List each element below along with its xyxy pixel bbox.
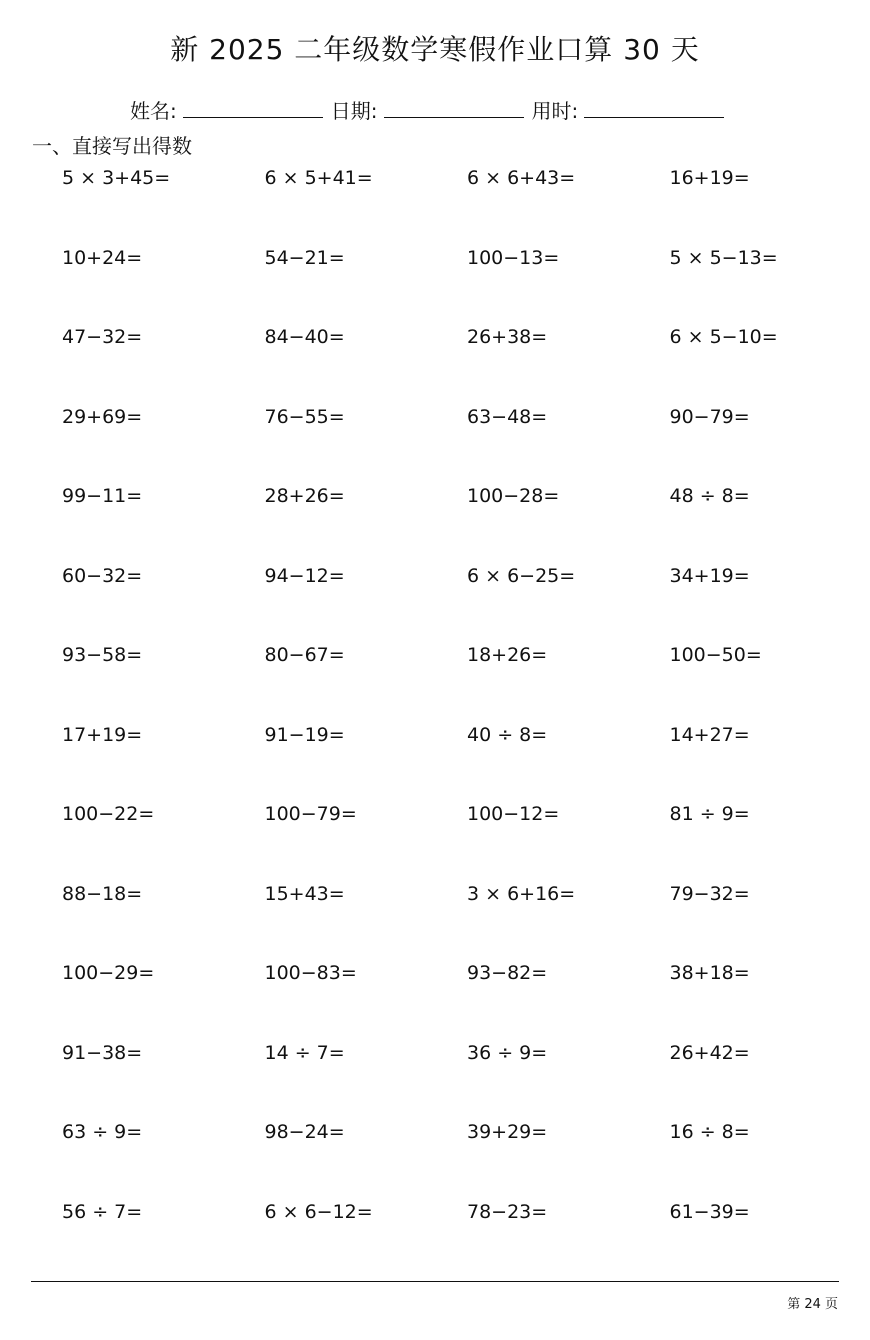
arithmetic-problem: 16 ÷ 8= [669,1121,750,1143]
arithmetic-problem: 5 × 3+45= [62,167,171,189]
arithmetic-problem: 79−32= [669,882,750,905]
problem-row [62,880,870,960]
arithmetic-problem: 88−18= [62,882,143,905]
arithmetic-problem: 63 ÷ 9= [62,1121,143,1143]
problem-row [62,403,870,483]
arithmetic-problem: 6 × 6−25= [467,564,576,587]
problem-row [62,562,870,642]
arithmetic-problem: 48 ÷ 8= [669,485,750,507]
arithmetic-problem: 84−40= [264,326,345,348]
arithmetic-problem: 26+38= [467,326,548,348]
problem-row [62,1118,870,1198]
arithmetic-problem: 78−23= [467,1200,548,1223]
arithmetic-problem: 100−50= [669,644,762,666]
problem-grid [62,164,870,1277]
arithmetic-problem: 100−13= [467,246,560,269]
problem-row [62,641,870,721]
section-heading: 一、直接写出得数 [32,134,192,158]
arithmetic-problem: 36 ÷ 9= [467,1041,548,1064]
arithmetic-problem: 6 × 6−12= [264,1200,373,1223]
arithmetic-problem: 15+43= [264,882,345,905]
arithmetic-problem: 6 × 5−10= [669,326,778,348]
arithmetic-problem: 3 × 6+16= [467,882,576,905]
arithmetic-problem: 91−38= [62,1041,143,1064]
time-used-label: 用时: [531,99,579,123]
date-label: 日期: [330,99,378,123]
arithmetic-problem: 100−12= [467,803,560,825]
arithmetic-problem: 63−48= [467,405,548,428]
arithmetic-problem: 98−24= [264,1121,345,1143]
arithmetic-problem: 80−67= [264,644,345,666]
footer-divider [31,1281,839,1282]
problem-row [62,800,870,880]
arithmetic-problem: 18+26= [467,644,548,666]
page-number: 第 24 页 [787,1297,838,1312]
arithmetic-problem: 17+19= [62,723,143,746]
arithmetic-problem: 38+18= [669,962,750,984]
student-info-line [130,95,732,124]
page-title: 新 2025 二年级数学寒假作业口算 30 天 [170,33,700,66]
problem-row [62,244,870,324]
arithmetic-problem: 91−19= [264,723,345,746]
time-used-blank[interactable] [584,99,724,118]
arithmetic-problem: 34+19= [669,564,750,587]
problem-row [62,323,870,403]
problem-row [62,482,870,562]
arithmetic-problem: 6 × 5+41= [264,167,373,189]
arithmetic-problem: 54−21= [264,246,345,269]
arithmetic-problem: 61−39= [669,1200,750,1223]
arithmetic-problem: 28+26= [264,485,345,507]
arithmetic-problem: 60−32= [62,564,143,587]
arithmetic-problem: 81 ÷ 9= [669,803,750,825]
arithmetic-problem: 99−11= [62,485,143,507]
arithmetic-problem: 100−22= [62,803,155,825]
date-blank[interactable] [384,99,524,118]
arithmetic-problem: 40 ÷ 8= [467,723,548,746]
arithmetic-problem: 14 ÷ 7= [264,1041,345,1064]
arithmetic-problem: 93−82= [467,962,548,984]
arithmetic-problem: 5 × 5−13= [669,246,778,269]
arithmetic-problem: 29+69= [62,405,143,428]
arithmetic-problem: 100−83= [264,962,357,984]
arithmetic-problem: 94−12= [264,564,345,587]
problem-row [62,1039,870,1119]
arithmetic-problem: 76−55= [264,405,345,428]
arithmetic-problem: 14+27= [669,723,750,746]
arithmetic-problem: 47−32= [62,326,143,348]
problem-row [62,164,870,244]
problem-row [62,959,870,1039]
arithmetic-problem: 39+29= [467,1121,548,1143]
arithmetic-problem: 93−58= [62,644,143,666]
name-blank[interactable] [183,99,323,118]
arithmetic-problem: 16+19= [669,167,750,189]
problem-row [62,721,870,801]
arithmetic-problem: 6 × 6+43= [467,167,576,189]
arithmetic-problem: 10+24= [62,246,143,269]
name-label: 姓名: [130,99,177,123]
problem-row [62,1198,870,1278]
arithmetic-problem: 90−79= [669,405,750,428]
arithmetic-problem: 100−28= [467,485,560,507]
arithmetic-problem: 100−29= [62,962,155,984]
arithmetic-problem: 100−79= [264,803,357,825]
arithmetic-problem: 56 ÷ 7= [62,1200,143,1223]
arithmetic-problem: 26+42= [669,1041,750,1064]
